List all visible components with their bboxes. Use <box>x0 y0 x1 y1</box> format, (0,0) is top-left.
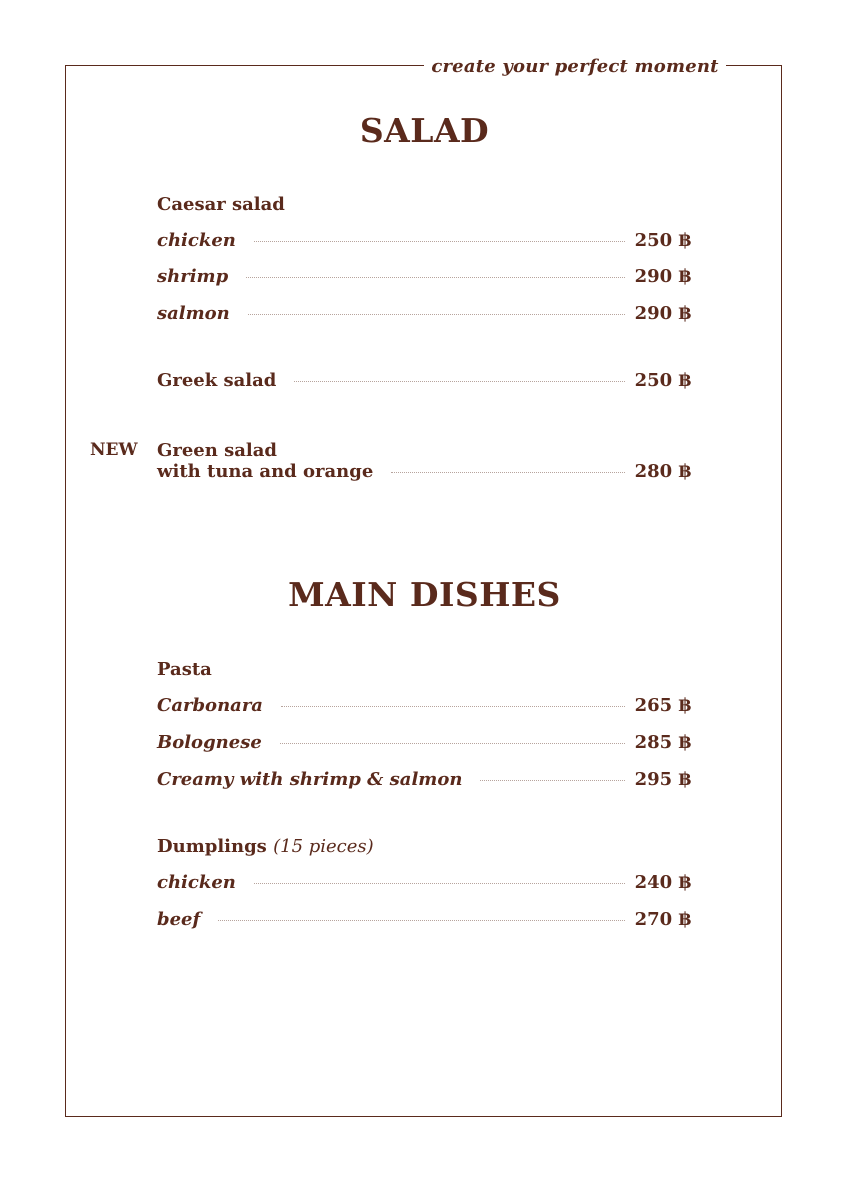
dotted-leader <box>218 920 624 921</box>
item-price: 280 ฿ <box>634 461 691 482</box>
new-badge: NEW <box>90 440 138 460</box>
item-price: 290 ฿ <box>634 303 691 324</box>
item-name: chicken <box>157 230 236 251</box>
menu-item-carbonara <box>157 695 691 721</box>
main-dishes-section-title: MAIN DISHES <box>288 575 561 614</box>
dotted-leader <box>281 706 625 707</box>
item-price: 240 ฿ <box>634 872 691 893</box>
item-name: Carbonara <box>157 695 263 716</box>
menu-item-caesar-salmon <box>157 303 691 329</box>
dotted-leader <box>248 314 625 315</box>
menu-item-dumplings-chicken <box>157 872 691 898</box>
item-price: 290 ฿ <box>634 266 691 287</box>
dotted-leader <box>480 780 624 781</box>
dumplings-label: Dumplings <box>157 836 267 857</box>
menu-item-creamy-shrimp-salmon <box>157 769 691 795</box>
menu-item-greek-salad <box>157 370 691 396</box>
dotted-leader <box>254 883 625 884</box>
item-price: 250 ฿ <box>634 230 691 251</box>
item-name-line2: with tuna and orange <box>157 461 374 482</box>
item-name: chicken <box>157 872 236 893</box>
dotted-leader <box>246 277 624 278</box>
dotted-leader <box>254 241 625 242</box>
item-name: Creamy with shrimp & salmon <box>157 769 463 790</box>
item-name: Bolognese <box>157 732 262 753</box>
item-name: Greek salad <box>157 370 277 391</box>
menu-item-green-salad <box>157 440 691 482</box>
item-name: shrimp <box>157 266 229 287</box>
salad-section-title: SALAD <box>359 111 490 150</box>
tagline: create your perfect moment <box>424 54 726 80</box>
menu-item-bolognese <box>157 732 691 758</box>
menu-item-caesar-shrimp <box>157 266 691 292</box>
item-name-line1: Green salad <box>157 440 277 461</box>
item-price: 285 ฿ <box>634 732 691 753</box>
dumplings-heading <box>157 836 374 857</box>
dotted-leader <box>294 381 624 382</box>
dotted-leader <box>391 472 624 473</box>
item-price: 270 ฿ <box>634 909 691 930</box>
dotted-leader <box>280 743 625 744</box>
item-name: beef <box>157 909 201 930</box>
menu-item-caesar-chicken <box>157 230 691 256</box>
pasta-heading: Pasta <box>157 659 212 680</box>
item-price: 295 ฿ <box>634 769 691 790</box>
caesar-salad-heading: Caesar salad <box>157 194 285 215</box>
menu-item-dumplings-beef <box>157 909 691 935</box>
dumplings-note: (15 pieces) <box>273 836 374 857</box>
item-name: salmon <box>157 303 230 324</box>
item-price: 265 ฿ <box>634 695 691 716</box>
item-price: 250 ฿ <box>634 370 691 391</box>
